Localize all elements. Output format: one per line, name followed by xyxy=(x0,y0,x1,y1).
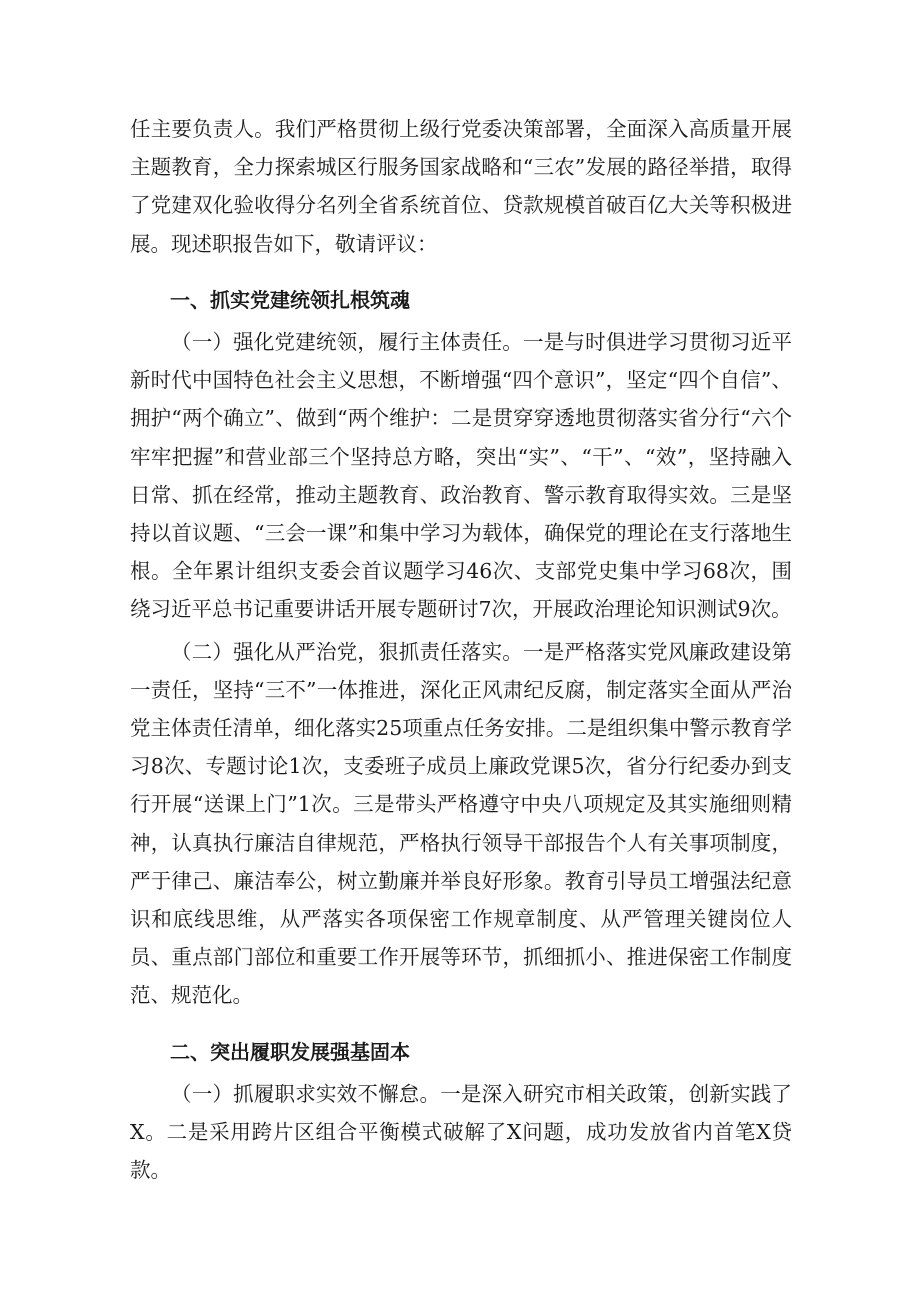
intro-paragraph: 任主要负责人。我们严格贯彻上级行党委决策部署，全面深入高质量开展主题教育，全力探索城区行服务国家战略和“三农”发展的路径举措，取得了党建双化验收得分名列全省系统首位、贷款规模首破百亿大关等积极进展。现述职报告如下，敬请评议： xyxy=(130,117,792,256)
body-paragraph: （二）强化从严治党，狠抓责任落实。一是严格落实党风廉政建设第一责任，坚持“三不”一体推进，深化正风肃纪反腐，制定落实全面从严治党主体责任清单，细化落实25项重点任务安排。二是组织集中警示教育学习8次、专题讨论1次，支委班子成员上廉政党课5次，省分行纪委办到支行开展“送课上门”1次。三是带头严格遵守中央八项规定及其实施细则精神，认真执行廉洁自律规范，严格执行领导干部报告个人有关事项制度，严于律己、廉洁奉公，树立勤廉并举良好形象。教育引导员工增强法纪意识和底线思维，从严落实各项保密工作规章制度、从严管理关键岗位人员、重点部门部位和重要工作开展等环节，抓细抓小、推进保密工作制度范、规范化。 xyxy=(130,639,792,1008)
body-paragraph: （一）抓履职求实效不懈怠。一是深入研究市相关政策，创新实践了X。二是采用跨片区组合平衡模式破解了X问题，成功发放省内首笔X贷款。 xyxy=(130,1081,792,1183)
body-paragraph: （一）强化党建统领，履行主体责任。一是与时俱进学习贯彻习近平新时代中国特色社会主义思想，不断增强“四个意识”，坚定“四个自信”、拥护“两个确立”、做到“两个维护：二是贯穿穿透地贯彻落实省分行“六个牢牢把握”和营业部三个坚持总方略，突出“实”、“干”、“效”，坚持融入日常、抓在经常，推动主题教育、政治教育、警示教育取得实效。三是坚持以首议题、“三会一课”和集中学习为载体，确保党的理论在支行落地生根。全年累计组织支委会首议题学习46次、支部党史集中学习68次，围绕习近平总书记重要讲话开展专题研讨7次，开展政治理论知识测试9次。 xyxy=(130,330,792,622)
document-body xyxy=(130,110,792,1189)
section-heading-1: 一、抓实党建统领扎根筑魂 xyxy=(170,287,410,312)
section-heading-2: 二、突出履职发展强基固本 xyxy=(170,1039,410,1064)
